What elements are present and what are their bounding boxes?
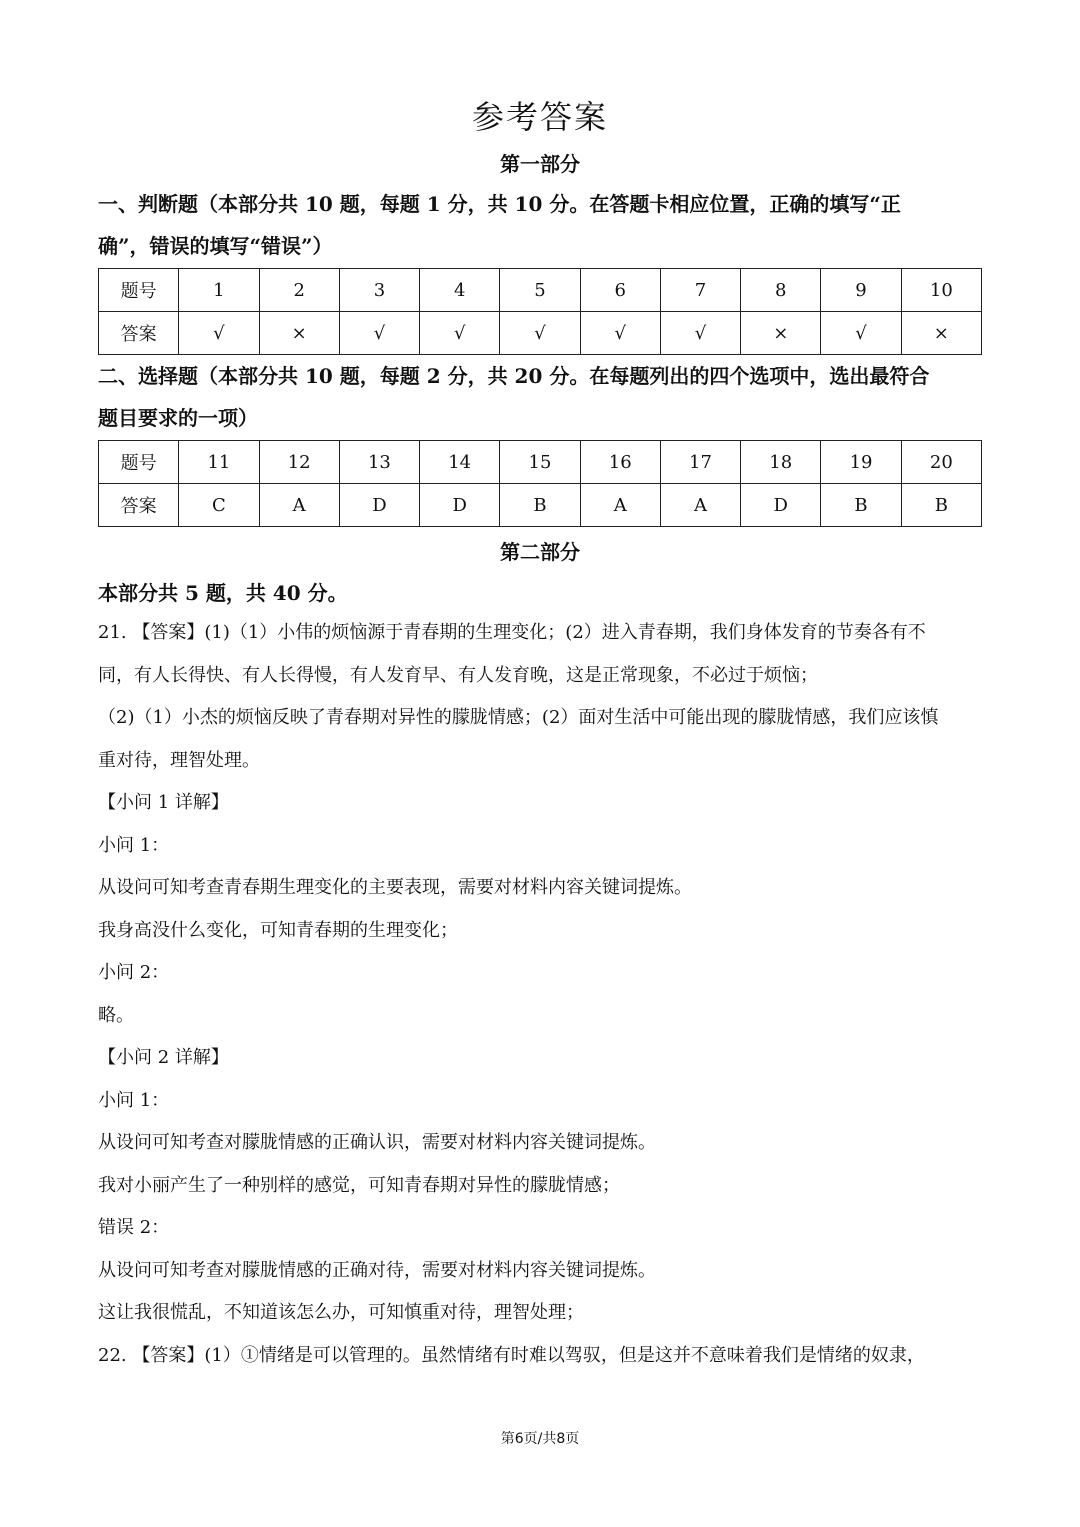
- question-number: 17: [660, 441, 740, 484]
- text-line: 错误 2：: [98, 1217, 170, 1238]
- question-number: 14: [420, 441, 500, 484]
- question-number: 20: [901, 441, 981, 484]
- answer-choice: D: [741, 484, 821, 527]
- row-label: 答案: [99, 484, 179, 527]
- question-number: 9: [821, 269, 901, 312]
- text-line: 【小问 2 详解】: [98, 1047, 229, 1068]
- part-1-heading: 第一部分: [500, 152, 580, 176]
- text-line: 从设问可知考查对朦胧情感的正确认识，需要对材料内容关键词提炼。: [98, 1132, 656, 1153]
- answer-mark: √: [179, 312, 259, 355]
- question-number-row: [99, 441, 982, 484]
- text-line: 我身高没什么变化，可知青春期的生理变化；: [98, 919, 458, 941]
- text-line: 同，有人长得快、有人长得慢，有人发育早、有人发育晚，这是正常现象，不必过于烦恼；: [98, 664, 818, 686]
- answer-row: [99, 484, 982, 527]
- question-number: 19: [821, 441, 901, 484]
- question-number: 1: [179, 269, 259, 312]
- row-label: 答案: [99, 312, 179, 355]
- answer-row: [99, 312, 982, 355]
- question-number: 2: [259, 269, 339, 312]
- text-line: 21. 【答案】(1)（1）小伟的烦恼源于青春期的生理变化；(2）进入青春期，我们身体发育的节奏各有不: [98, 622, 926, 643]
- text-line: 我对小丽产生了一种别样的感觉，可知青春期对异性的朦胧情感；: [98, 1174, 620, 1196]
- section-1-heading: [98, 183, 988, 267]
- question-number: 6: [580, 269, 660, 312]
- answer-mark: √: [660, 312, 740, 355]
- part-2-intro: 本部分共 5 题，共 40 分。: [98, 581, 348, 605]
- answer-choice: C: [179, 484, 259, 527]
- answer-choice: D: [339, 484, 419, 527]
- row-label: 题号: [99, 441, 179, 484]
- answer-choice: A: [660, 484, 740, 527]
- answer-mark: ×: [259, 312, 339, 355]
- page-number-footer: 第6页/共8页: [500, 1431, 580, 1447]
- text-line: 小问 1：: [98, 834, 170, 856]
- text-line: 【小问 1 详解】: [98, 792, 229, 813]
- section-2-heading-line1: 二、选择题（本部分共 10 题，每题 2 分，共 20 分。在每题列出的四个选项中，选出最符合: [98, 364, 930, 388]
- answer-choice: A: [580, 484, 660, 527]
- true-false-answer-table: [98, 268, 982, 355]
- section-2-heading-line2: 题目要求的一项）: [98, 406, 258, 430]
- question-number: 12: [259, 441, 339, 484]
- question-number: 10: [901, 269, 981, 312]
- page-title: 参考答案: [471, 98, 608, 136]
- section-1-heading-line1: 一、判断题（本部分共 10 题，每题 1 分，共 10 分。在答题卡相应位置，正确的填写“正: [98, 192, 901, 216]
- part-2-heading: 第二部分: [500, 540, 580, 564]
- question-number: 16: [580, 441, 660, 484]
- section-2-heading: [98, 355, 988, 439]
- question-number: 11: [179, 441, 259, 484]
- text-line: 这让我很慌乱，不知道该怎么办，可知慎重对待，理智处理；: [98, 1302, 584, 1323]
- text-line: （2)（1）小杰的烦恼反映了青春期对异性的朦胧情感；(2）面对生活中可能出现的朦胧情感，我们应该慎: [98, 707, 939, 728]
- answer-mark: √: [821, 312, 901, 355]
- text-line: 22. 【答案】(1）①情绪是可以管理的。虽然情绪有时难以驾驭，但是这并不意味着我们是情绪的奴隶，: [98, 1344, 925, 1366]
- row-label: 题号: [99, 269, 179, 312]
- multiple-choice-answer-table: [98, 440, 982, 527]
- section-1-heading-line2: 确”，错误的填写“错误”）: [98, 234, 333, 258]
- question-number: 13: [339, 441, 419, 484]
- text-line: 小问 2：: [98, 962, 170, 983]
- answer-mark: √: [580, 312, 660, 355]
- question-number: 8: [741, 269, 821, 312]
- answer-mark: ×: [901, 312, 981, 355]
- text-line: 从设问可知考查对朦胧情感的正确对待，需要对材料内容关键词提炼。: [98, 1259, 656, 1281]
- question-number-row: [99, 269, 982, 312]
- answer-choice: D: [420, 484, 500, 527]
- question-number: 3: [339, 269, 419, 312]
- text-line: 从设问可知考查青春期生理变化的主要表现，需要对材料内容关键词提炼。: [98, 877, 692, 898]
- text-line: 小问 1：: [98, 1089, 170, 1111]
- answer-mark: √: [500, 312, 580, 355]
- answer-explanations: [98, 612, 988, 1377]
- answer-choice: B: [500, 484, 580, 527]
- question-number: 4: [420, 269, 500, 312]
- answer-mark: ×: [741, 312, 821, 355]
- question-number: 15: [500, 441, 580, 484]
- answer-choice: A: [259, 484, 339, 527]
- question-number: 18: [741, 441, 821, 484]
- text-line: 略。: [98, 1004, 134, 1026]
- question-number: 7: [660, 269, 740, 312]
- answer-mark: √: [420, 312, 500, 355]
- text-line: 重对待，理智处理。: [98, 749, 260, 771]
- answer-mark: √: [339, 312, 419, 355]
- question-number: 5: [500, 269, 580, 312]
- answer-choice: B: [901, 484, 981, 527]
- answer-choice: B: [821, 484, 901, 527]
